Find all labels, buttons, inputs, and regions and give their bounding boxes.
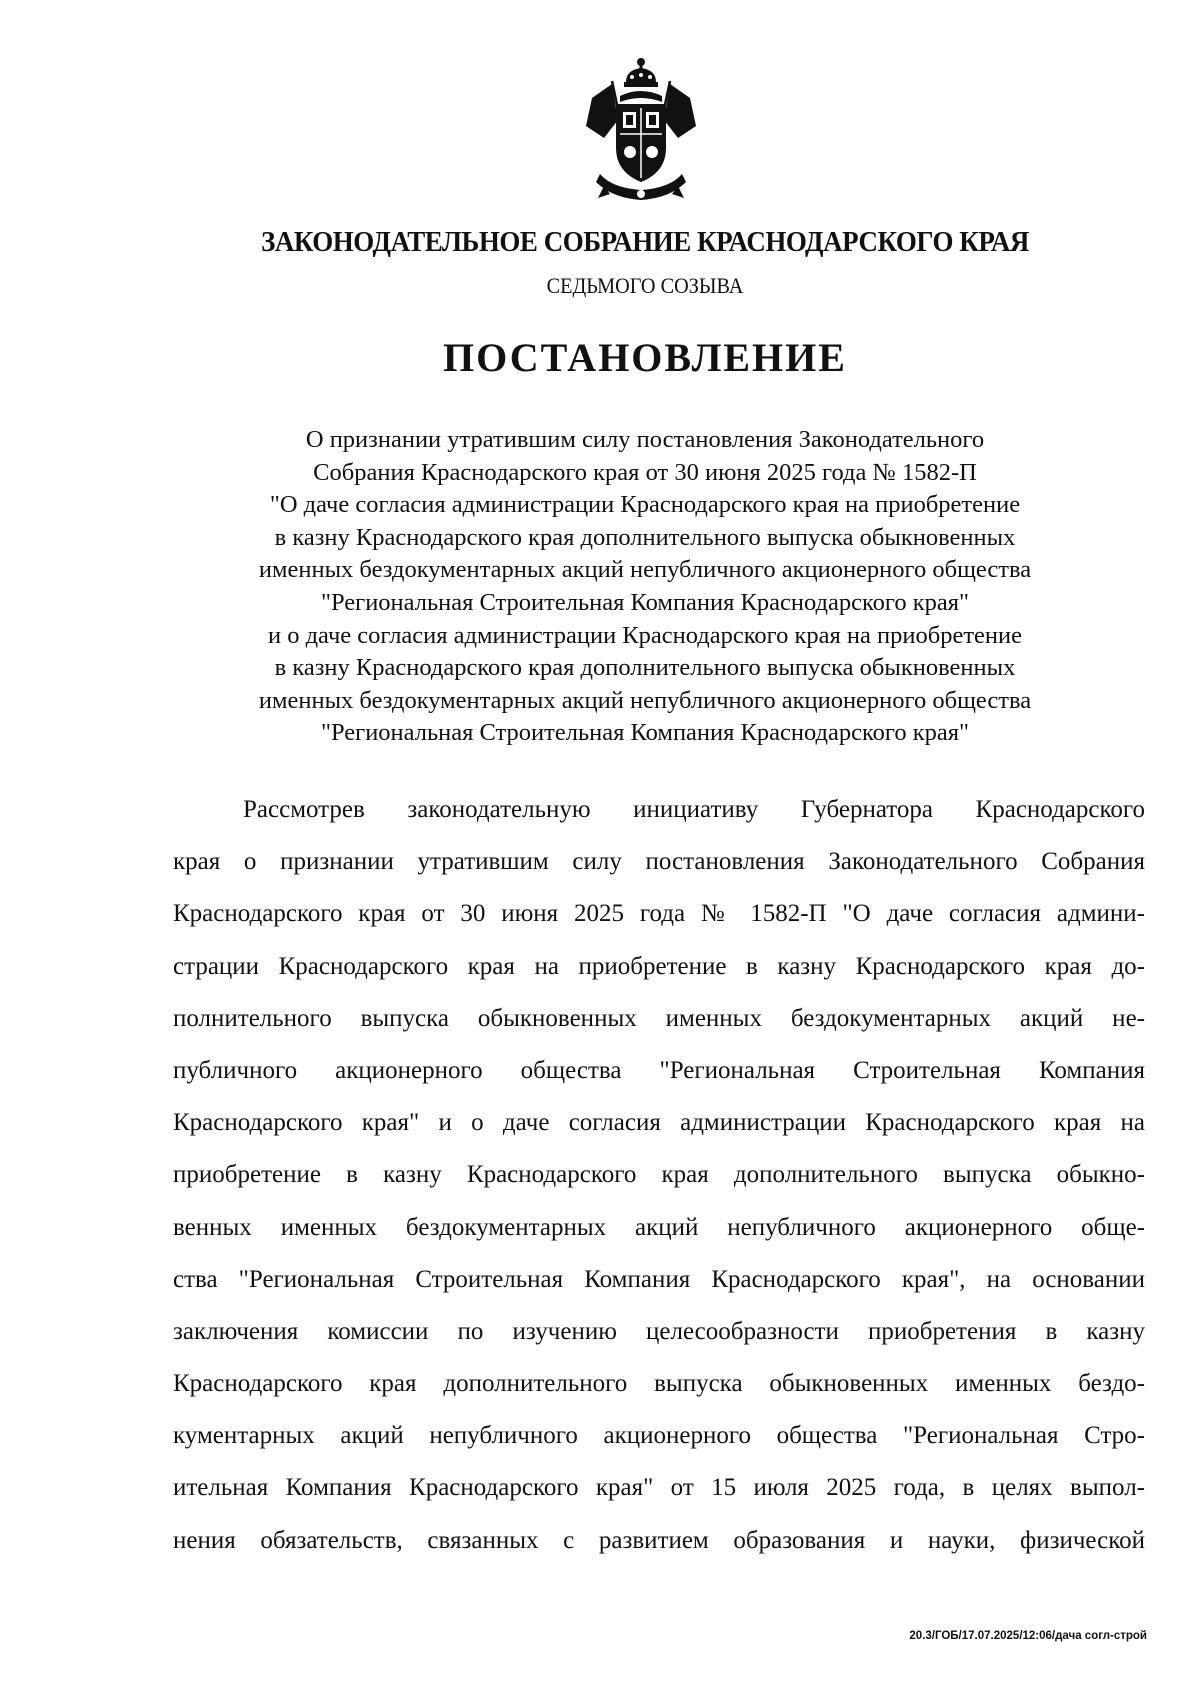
krasnodar-krai-coat-of-arms-icon <box>582 56 700 204</box>
resolution-title <box>200 424 1090 750</box>
document-type-heading: ПОСТАНОВЛЕНИЕ <box>443 335 847 380</box>
body-line: страции Краснодарского края на приобретение в казну Краснодарского края до- <box>173 952 1145 980</box>
body-line: публичного акционерного общества "Региональная Строительная Компания <box>173 1056 1145 1084</box>
body-line: Краснодарского края дополнительного выпуска обыкновенных именных бездо- <box>173 1370 1145 1398</box>
file-code: 20.3/ГОБ/17.07.2025/12:06/дача согл-строй <box>909 1630 1147 1642</box>
body-line: венных именных бездокументарных акций непубличного акционерного обще- <box>173 1213 1145 1241</box>
body-line: Краснодарского края от 30 июня 2025 года № 1582-П "О даче согласия админи- <box>173 900 1145 928</box>
title-line: "О даче согласия администрации Краснодарского края на приобретение <box>269 491 1021 519</box>
title-line: "Региональная Строительная Компания Краснодарского края" <box>320 588 970 616</box>
body-line: ительная Компания Краснодарского края" от 15 июля 2025 года, в целях выпол- <box>173 1474 1145 1502</box>
body-line: ства "Региональная Строительная Компания Краснодарского края", на основании <box>173 1265 1145 1293</box>
title-line: в казну Краснодарского края дополнительного выпуска обыкновенных <box>274 654 1016 682</box>
title-line: именных бездокументарных акций непубличного акционерного общества <box>258 556 1032 584</box>
body-line: нения обязательств, связанных с развитием образования и науки, физической <box>173 1526 1145 1554</box>
title-line: и о даче согласия администрации Краснодарского края на приобретение <box>267 621 1023 649</box>
convocation-label: СЕДЬМОГО СОЗЫВА <box>546 273 744 298</box>
body-line: заключения комиссии по изучению целесообразности приобретения в казну <box>173 1317 1145 1345</box>
body-line: полнительного выпуска обыкновенных именных бездокументарных акций не- <box>173 1004 1145 1032</box>
title-line: именных бездокументарных акций непубличного акционерного общества <box>258 686 1032 714</box>
title-line: Собрания Краснодарского края от 30 июня 2025 года № 1582-П <box>313 458 977 486</box>
body-line: края о признании утратившим силу постановления Законодательного Собрания <box>173 848 1145 876</box>
title-line: "Региональная Строительная Компания Краснодарского края" <box>320 719 970 747</box>
body-paragraph <box>173 784 1145 1567</box>
organization-name: ЗАКОНОДАТЕЛЬНОЕ СОБРАНИЕ КРАСНОДАРСКОГО КРАЯ <box>261 226 1029 258</box>
body-line: Краснодарского края" и о даче согласия администрации Краснодарского края на <box>173 1109 1145 1137</box>
body-line: Рассмотрев законодательную инициативу Губернатора Краснодарского <box>243 796 1145 823</box>
body-line: приобретение в казну Краснодарского края дополнительного выпуска обыкно- <box>173 1161 1145 1189</box>
title-line: О признании утратившим силу постановления Законодательного <box>305 426 985 453</box>
body-line: кументарных акций непубличного акционерного общества "Региональная Стро- <box>173 1422 1145 1450</box>
title-line: в казну Краснодарского края дополнительного выпуска обыкновенных <box>274 523 1016 551</box>
